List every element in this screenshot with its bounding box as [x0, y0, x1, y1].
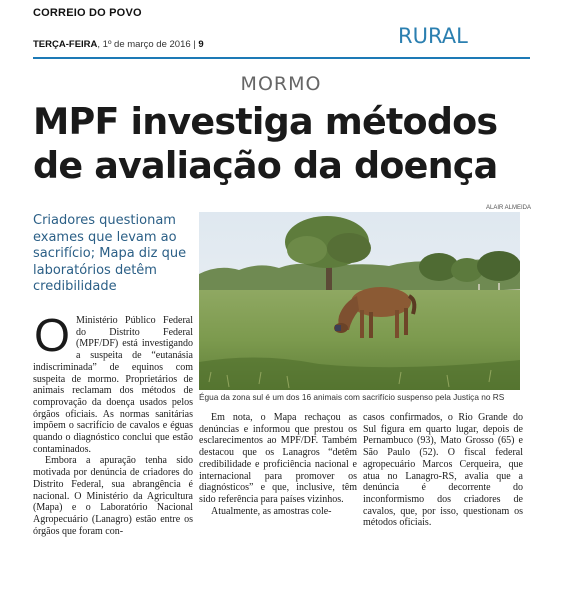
- dropcap-o: [33, 317, 71, 355]
- paragraph-1: Ministério Público Federal do Distrito Federal (MPF/DF) está investigando a suspeita de “eutanásia indiscriminada” de equinos com suspeita de mormo. Proprietários de animais reclamam dos métodos de comprovação da doença usados pelos órgãos oficiais. As normas sanitárias impõem o sacrifício de cavalos e éguas quando o diagnóstico conclui que estão contaminados.: [33, 315, 193, 455]
- section-label: RURAL: [398, 24, 468, 48]
- article-column-1: [33, 315, 193, 537]
- dateline: [33, 39, 204, 50]
- article-column-2: [199, 412, 357, 517]
- article-column-3: [363, 412, 523, 529]
- paragraph-4: Atualmente, as amostras cole-: [211, 505, 332, 517]
- paragraph-2: Embora a apuração tenha sido motivada por denúncia de criadores do Distrito Federal, sua abrangência é nacional. O Ministério da Agricultura (Mapa) e o Laboratório Nacional Agropecuário (Lanagro) estão entre os órgãos que foram con-: [33, 455, 193, 537]
- paragraph-3: Em nota, o Mapa rechaçou as denúncias e informou que prestou os esclarecimentos ao MPF/DF. Também destacou que os Lanagros “detêm credibilidade e proficiência nacional e internacional para promover os diagnósticos” e que, inclusive, têm sido referência para países vizinhos.: [199, 412, 357, 505]
- page-number: 9: [198, 39, 204, 50]
- paragraph-5: casos confirmados, o Rio Grande do Sul figura em quarto lugar, depois de Pernambuco (93), Mato Grosso (65) e São Paulo (52). O fiscal federal agropecuário Marcos Cerqueira, que atua no Lanagro-RS, avalia que a denúncia é decorrente do inconformismo dos criadores de cavalos, que, por isso, questionam os métodos oficiais.: [363, 412, 523, 529]
- photo-credit: ALAIR ALMEIDA: [486, 205, 532, 211]
- headline-line-1: MPF investiga métodos: [33, 100, 498, 143]
- headline-line-2: de avaliação da doença: [33, 144, 498, 187]
- header-rule: [33, 57, 530, 59]
- weekday: TERÇA-FEIRA: [33, 39, 98, 50]
- article-headline: [33, 100, 533, 188]
- article-deck: Criadores questionam exames que levam ao sacrifício; Mapa diz que laboratórios detêm credibilidade: [33, 213, 187, 294]
- article-kicker: MORMO: [240, 73, 322, 95]
- svg-text:O: O: [34, 317, 70, 355]
- horse-photo-illustration: [199, 212, 520, 390]
- newspaper-masthead: CORREIO DO POVO: [33, 7, 142, 19]
- horse-photo: [199, 212, 520, 390]
- date-text: , 1º de março de 2016 |: [97, 39, 199, 50]
- photo-caption: Égua da zona sul é um dos 16 animais com sacrifício suspenso pela Justiça no RS: [199, 392, 505, 402]
